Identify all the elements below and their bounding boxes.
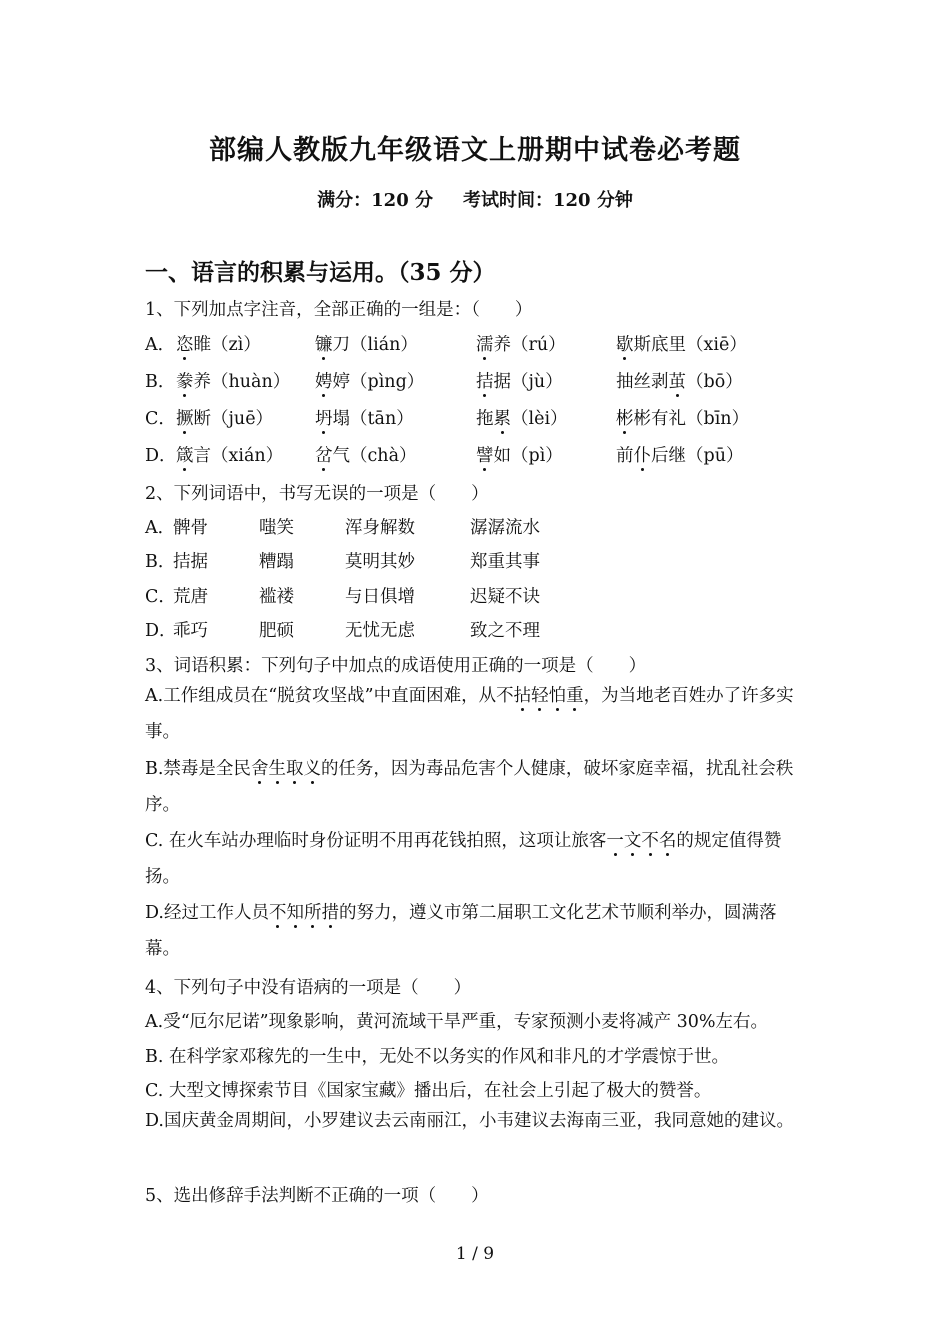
q1-item [616,442,743,467]
q2-word: 无忧无虑 [345,621,415,641]
dotted-char: 娉 [315,372,333,392]
option-label: D． [145,621,177,641]
item-text: 后继（pū） [651,446,744,466]
q2-word: 郑重其事 [470,552,540,572]
option-label: C． [145,587,176,607]
q2-word: 浑身解数 [345,518,415,538]
q4-option-d: D.国庆黄金周期间，小罗建议去云南丽江，小韦建议去海南三亚，我同意她的建议。 [145,1111,794,1131]
q4-option-c: C. 大型文博探索节目《国家宝藏》播出后，在社会上引起了极大的赞誉。 [145,1081,712,1101]
q1-item [616,405,749,430]
dotted-char: 重 [566,686,584,706]
dotted-char: 恣 [176,335,194,355]
q1-stem: 1、下列加点字注音，全部正确的一组是：（ ） [145,300,533,320]
item-text: 气（chà） [332,446,417,466]
exam-time: 考试时间：120 分钟 [463,190,633,211]
item-text: 婷（pìng） [332,372,425,392]
q4-option-b: B. 在科学家邓稼先的一生中，无处不以务实的作风和非凡的才学震惊于世。 [145,1047,729,1067]
dotted-char: 轻 [531,686,549,706]
q3-option-b [145,751,810,823]
q1-item [176,442,283,467]
dotted-char: 不 [268,903,287,923]
dotted-char: 不 [641,831,659,851]
q3-option-a [145,678,810,750]
dotted-char: 知 [286,903,304,923]
option-text: 的规定值得赞扬。 [145,831,782,887]
full-score: 满分：120 分 [317,190,433,211]
option-text: 的努力，遵义市第二届职工文化艺术节顺利举办，圆满落幕。 [145,903,777,959]
dotted-char: 仆 [633,446,651,466]
q1-item [476,331,566,356]
q1-item [176,331,261,356]
dotted-char: 一 [606,831,624,851]
dotted-char: 茧 [668,372,686,392]
q2-word: 荒唐 [173,587,208,607]
q1-item [315,442,417,467]
q5-stem: 5、选出修辞手法判断不正确的一项（ ） [145,1186,489,1206]
q1-item [616,331,747,356]
option-text: B.禁毒是全民 [145,759,251,779]
page-number: 1 / 9 [455,1244,495,1264]
q1-item [315,368,424,393]
item-text: 养（huàn） [193,372,291,392]
option-label: D． [145,446,177,466]
dotted-char: 文 [623,831,642,851]
item-text: （bō） [686,372,743,392]
q1-item [315,405,414,430]
dotted-char: 岔 [315,446,333,466]
q4-stem: 4、下列句子中没有语病的一项是（ ） [145,978,472,998]
option-text: 的任务，因为毒品危害个人健康，破坏家庭幸福，扰乱社会秩序。 [145,759,794,815]
dotted-char: 取 [285,759,304,779]
option-text: A.工作组成员在“脱贫攻坚战”中直面困难，从不 [145,686,514,706]
q3-option-d [145,895,810,967]
q4-option-a: A.受“厄尔尼诺”现象影响，黄河流域干旱严重，专家预测小麦将减产 30%左右。 [145,1012,769,1032]
dotted-idiom [269,903,339,923]
q3-option-c [145,823,810,895]
option-label: C． [145,409,176,429]
item-text: 斯底里（xiē） [633,335,747,355]
item-text: 刀（lián） [332,335,418,355]
dotted-char: 箴 [176,446,194,466]
item-text: 彬有礼（bīn） [633,409,750,429]
option-text: ，为当地老百姓办了许多实事。 [145,686,794,742]
q1-item [176,405,273,430]
dotted-idiom [514,686,584,706]
q3-stem: 3、词语积累：下列句子中加点的成语使用正确的一项是（ ） [145,656,647,676]
dotted-char: 累 [493,409,511,429]
dotted-char: 名 [658,831,677,851]
dotted-char: 豢 [176,372,194,392]
exam-info [0,186,950,212]
q1-item [476,405,568,430]
q2-word: 迟疑不诀 [470,587,540,607]
q1-item [616,368,743,393]
dotted-idiom [606,831,676,851]
item-text: 据（jù） [493,372,563,392]
dotted-char: 拈 [513,686,532,706]
item-text: 塌（tān） [332,409,414,429]
q2-word: 拮据 [173,552,208,572]
q2-word: 嗤笑 [259,518,294,538]
option-text: C. 在火车站办理临时身份证明不用再花钱拍照，这项让旅客 [145,831,607,851]
q1-item [315,331,418,356]
item-text: 拖 [476,409,494,429]
option-text: D.经过工作人员 [145,903,269,923]
item-text: 断（juē） [193,409,274,429]
option-label: B． [145,372,176,392]
q2-word: 肥硕 [259,621,294,641]
q2-word: 髀骨 [173,518,208,538]
q2-word: 与日俱增 [345,587,415,607]
q2-word: 褴褛 [259,587,294,607]
q1-item [476,368,563,393]
dotted-char: 譬 [476,446,494,466]
q1-item [176,368,290,393]
item-text: （lèi） [511,409,568,429]
q1-item [476,442,563,467]
q2-word: 糟蹋 [259,552,294,572]
dotted-char: 怕 [548,686,567,706]
dotted-char: 拮 [476,372,494,392]
option-label: A． [145,335,176,355]
dotted-char: 义 [303,759,321,779]
dotted-char: 撅 [176,409,194,429]
q2-word: 潺潺流水 [470,518,540,538]
item-text: 抽丝剥 [616,372,669,392]
item-text: 睢（zì） [193,335,261,355]
item-text: 养（rú） [493,335,566,355]
dotted-char: 坍 [315,409,333,429]
dotted-char: 所 [303,903,322,923]
dotted-char: 歇 [616,335,634,355]
q2-word: 乖巧 [173,621,208,641]
q2-word: 莫明其妙 [345,552,415,572]
section-heading: 一、语言的积累与运用。（35 分） [145,259,496,286]
dotted-char: 彬 [616,409,634,429]
dotted-char: 濡 [476,335,494,355]
option-label: B． [145,552,176,572]
item-text: 言（xián） [193,446,284,466]
option-label: A． [145,518,176,538]
q2-stem: 2、下列词语中，书写无误的一项是（ ） [145,484,489,504]
dotted-char: 镰 [315,335,333,355]
item-text: 前 [616,446,634,466]
page-title: 部编人教版九年级语文上册期中试卷必考题 [209,135,741,166]
dotted-char: 生 [268,759,286,779]
q2-word: 致之不理 [470,621,540,641]
dotted-char: 措 [321,903,339,923]
dotted-idiom [251,759,321,779]
dotted-char: 舍 [250,759,269,779]
item-text: 如（pì） [493,446,563,466]
